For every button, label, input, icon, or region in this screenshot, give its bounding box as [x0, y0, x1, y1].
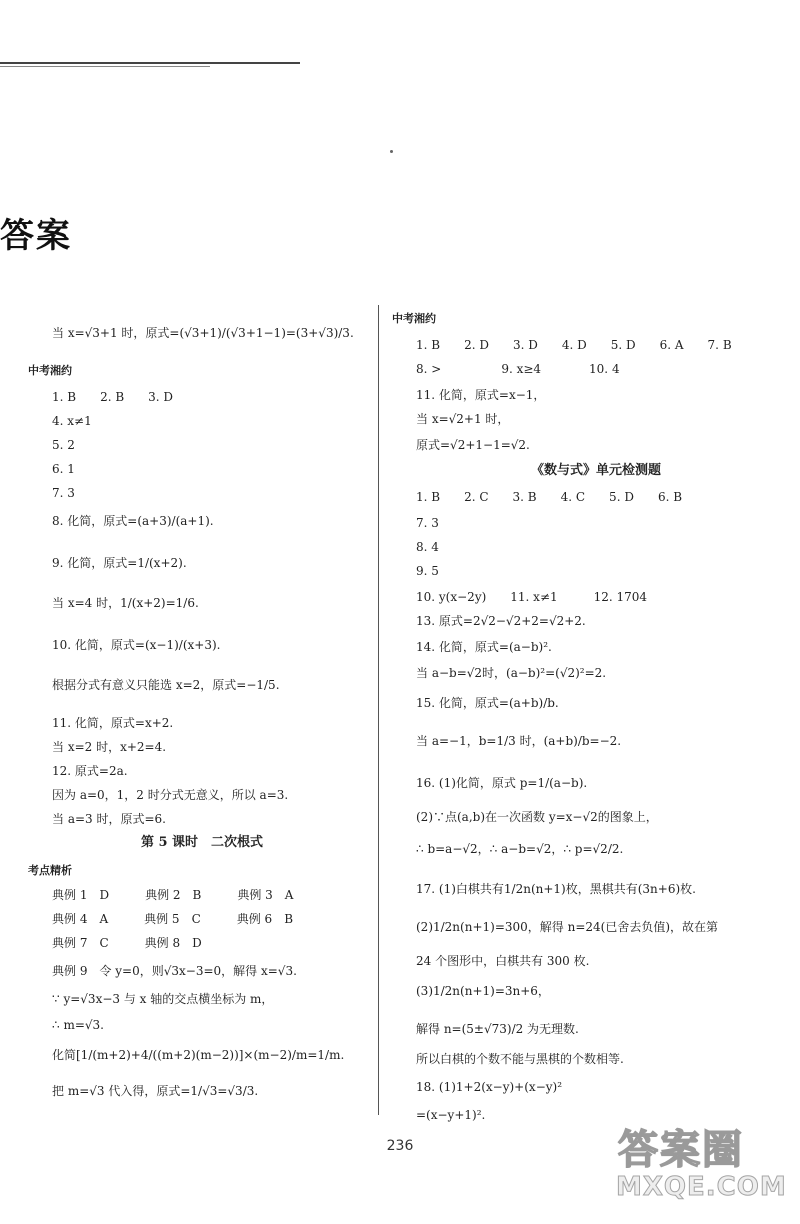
answer-line: 8. > 9. x≥4 10. 4 — [416, 362, 620, 376]
answer-line: 当 x=2 时，x+2=4. — [52, 740, 167, 754]
answer-line: 原式=√2+1−1=√2. — [416, 438, 530, 452]
answer-line: 把 m=√3 代入得，原式=1/√3=√3/3. — [52, 1084, 259, 1098]
answer-line: 当 a=−1，b=1/3 时，(a+b)/b=−2. — [416, 734, 622, 748]
section-label: 中考湘约 — [28, 364, 72, 377]
answer-line: 18. (1)1+2(x−y)+(x−y)² — [416, 1080, 563, 1094]
watermark-top: 答案圈 — [618, 1127, 744, 1173]
answer-line: 典例 9 令 y=0，则√3x−3=0，解得 x=√3. — [52, 964, 297, 978]
answer-line: 1. B 2. D 3. D 4. D 5. D 6. A 7. B — [416, 338, 732, 352]
answer-line: ∵ y=√3x−3 与 x 轴的交点横坐标为 m， — [52, 992, 274, 1006]
answer-line: 13. 原式=2√2−√2+2=√2+2. — [416, 614, 586, 628]
answer-line: 8. 4 — [416, 540, 439, 554]
answer-line: 7. 3 — [52, 486, 75, 500]
answer-line: 9. 5 — [416, 564, 439, 578]
answer-line: 典例 4 A 典例 5 C 典例 6 B — [52, 912, 294, 926]
answer-line: 11. 化简，原式=x+2. — [52, 716, 174, 730]
page-heading: 答案 — [0, 216, 72, 256]
answer-line: 9. 化简，原式=1/(x+2). — [52, 556, 187, 570]
answer-line: 解得 n=(5±√73)/2 为无理数. — [416, 1022, 579, 1036]
right-column — [392, 312, 796, 1122]
watermark-logo — [612, 1118, 794, 1218]
answer-line: 11. 化简，原式=x−1， — [416, 388, 546, 402]
answer-line: 16. (1)化简，原式 p=1/(a−b). — [416, 776, 588, 790]
section-label: 考点精析 — [28, 864, 72, 877]
answer-line: 1. B 2. B 3. D — [52, 390, 174, 404]
answer-line: 因为 a=0，1，2 时分式无意义，所以 a=3. — [52, 788, 289, 802]
answer-line: 10. 化简，原式=(x−1)/(x+3). — [52, 638, 221, 652]
header-rule — [0, 62, 300, 64]
answer-line: =(x−y+1)². — [416, 1108, 486, 1122]
answer-line: 典例 1 D 典例 2 B 典例 3 A — [52, 888, 294, 902]
answer-line: 7. 3 — [416, 516, 439, 530]
answer-line: 8. 化简，原式=(a+3)/(a+1). — [52, 514, 214, 528]
answer-line: 24 个图形中，白棋共有 300 枚. — [416, 954, 590, 968]
answer-line: (3)1/2n(n+1)=3n+6， — [416, 984, 550, 998]
section-title: 《数与式》单元检测题 — [530, 463, 661, 478]
answer-line: 典例 7 C 典例 8 D — [52, 936, 202, 950]
column-divider — [378, 305, 379, 1115]
section-label: 中考湘约 — [392, 312, 436, 325]
answer-line: 当 x=4 时，1/(x+2)=1/6. — [52, 596, 199, 610]
answer-line: 5. 2 — [52, 438, 75, 452]
answer-line: 当 a−b=√2时，(a−b)²=(√2)²=2. — [416, 666, 607, 680]
answer-line: 当 x=√3+1 时，原式=(√3+1)/(√3+1−1)=(3+√3)/3. — [52, 326, 354, 340]
left-column — [28, 318, 372, 1118]
answer-line: 根据分式有意义只能选 x=2，原式=−1/5. — [52, 678, 280, 692]
answer-line: 化简[1/(m+2)+4/((m+2)(m−2))]×(m−2)/m=1/m. — [52, 1048, 345, 1062]
answer-line: 4. x≠1 — [52, 414, 92, 428]
answer-line: 1. B 2. C 3. B 4. C 5. D 6. B — [416, 490, 683, 504]
answer-line: (2)1/2n(n+1)=300，解得 n=24(已舍去负值)，故在第 — [416, 920, 719, 934]
section-title: 第 5 课时 二次根式 — [140, 835, 264, 850]
answer-line: 14. 化简，原式=(a−b)². — [416, 640, 552, 654]
decorative-dot — [390, 150, 393, 153]
answer-line: 12. 原式=2a. — [52, 764, 128, 778]
answer-line: 6. 1 — [52, 462, 75, 476]
answer-line: 当 a=3 时，原式=6. — [52, 812, 166, 826]
answer-line: (2)∵点(a,b)在一次函数 y=x−√2的图象上， — [416, 810, 658, 824]
answer-line: 15. 化简，原式=(a+b)/b. — [416, 696, 559, 710]
answer-line: 10. y(x−2y) 11. x≠1 12. 1704 — [416, 590, 648, 604]
answer-line: 当 x=√2+1 时， — [416, 412, 510, 426]
answer-line: ∴ b=a−√2，∴ a−b=√2，∴ p=√2/2. — [416, 842, 624, 856]
answer-line: 所以白棋的个数不能与黑棋的个数相等. — [416, 1052, 624, 1066]
answer-line: ∴ m=√3. — [52, 1018, 104, 1032]
header-rule-thin — [0, 66, 210, 67]
page-number: 236 — [386, 1138, 414, 1154]
watermark-bottom: MXQE.COM — [616, 1172, 787, 1202]
answer-line: 17. (1)白棋共有1/2n(n+1)枚，黑棋共有(3n+6)枚. — [416, 882, 696, 896]
